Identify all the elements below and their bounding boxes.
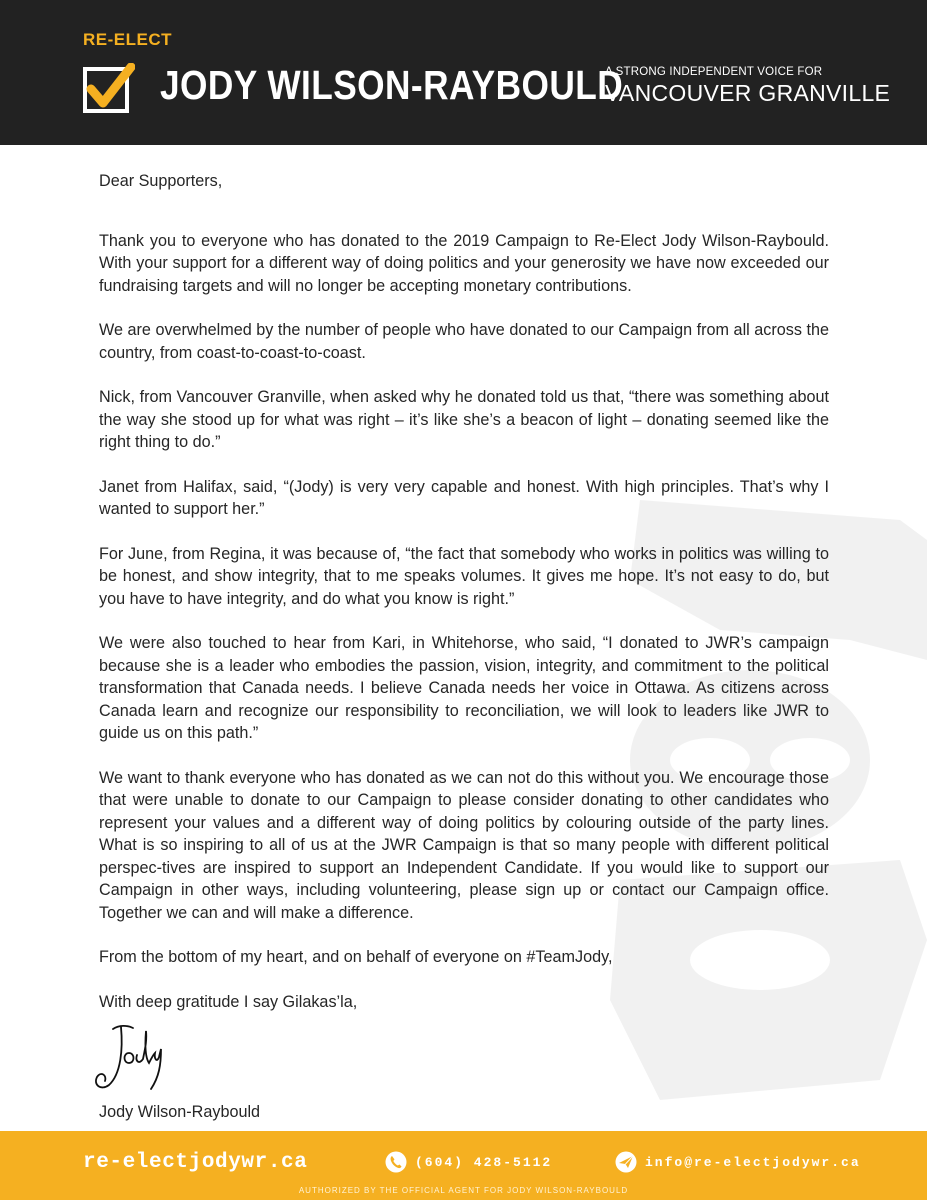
paragraph-janet-quote: Janet from Halifax, said, “(Jody) is very very capable and honest. With high principles. That’s why I wanted to support her.” <box>99 477 829 518</box>
phone-contact[interactable] <box>385 1151 552 1173</box>
paragraph-bottom-of-heart: From the bottom of my heart, and on behalf of everyone on #TeamJody, <box>99 948 613 966</box>
phone-number: (604) 428-5112 <box>415 1154 553 1170</box>
closing-line: With deep gratitude I say Gilakas’la, <box>99 992 358 1011</box>
greeting: Dear Supporters, <box>99 172 223 190</box>
handwritten-signature <box>91 1019 181 1099</box>
email-address: info@re-electjodywr.ca <box>645 1154 861 1170</box>
tagline-small: A STRONG INDEPENDENT VOICE FOR <box>605 66 823 78</box>
paragraph-thanks: Thank you to everyone who has donated to the 2019 Campaign to Re-Elect Jody Wilson-Raybould. With your support for a different way of doing politics and your generosity we have now exceeded our fundraising targets and will no longer be accepting monetary contributions. <box>99 231 829 295</box>
email-contact[interactable] <box>615 1151 861 1173</box>
paragraph-thank-everyone: We want to thank everyone who has donated as we can not do this without you. We encourage those that were unable to donate to our Campaign to please consider donating to other candidates who represent your values and a different way of doing politics by colouring outside of the party lines. What is so inspiring to all of us at the JWR Campaign is that so many people with different political perspec-tives are inspired to support an Independent Candidate. If you would like to support our Campaign in other ways, including volunteering, please sign up or contact our Campaign office. Together we can and will make a difference. <box>99 768 829 922</box>
checkmark-logo-icon <box>83 63 135 115</box>
tagline-riding: VANCOUVER GRANVILLE <box>605 80 891 106</box>
email-send-icon <box>615 1151 637 1173</box>
signer-name: Jody Wilson-Raybould <box>99 1103 261 1121</box>
letterhead-footer <box>0 1131 927 1200</box>
website-link[interactable]: re-electjodywr.ca <box>83 1151 308 1174</box>
letterhead-header <box>0 0 927 145</box>
paragraph-june-quote: For June, from Regina, it was because of, “the fact that somebody who works in politics was willing to be honest, and show integrity, that to me speaks volumes. It gives me hope. It’s not easy to do, but you have to have integrity, and do what you know is right.” <box>99 544 829 608</box>
re-elect-label: RE-ELECT <box>83 30 172 49</box>
phone-icon <box>385 1151 407 1173</box>
paragraph-kari-quote: We were also touched to hear from Kari, in Whitehorse, who said, “I donated to JWR’s campaign because she is a leader who embodies the passion, vision, integrity, and commitment to the political transformation that Canada needs. I believe Canada needs her voice in Ottawa. As citizens across Canada learn and recognize our responsibility to reconciliation, we will look to leaders like JWR to guide us on this path.” <box>99 634 829 742</box>
candidate-name: JODY WILSON-RAYBOULD <box>160 62 624 108</box>
authorization-notice: AUTHORIZED BY THE OFFICIAL AGENT FOR JODY WILSON-RAYBOULD <box>298 1186 629 1195</box>
paragraph-nick-quote: Nick, from Vancouver Granville, when asked why he donated told us that, “there was something about the way she stood up for what was right – it’s like she’s a beacon of light – donating seemed like the right thing to do.” <box>99 388 829 451</box>
paragraph-overwhelmed: We are overwhelmed by the number of people who have donated to our Campaign from all across the country, from coast-to-coast-to-coast. <box>99 321 829 362</box>
letter-body <box>99 170 829 1146</box>
